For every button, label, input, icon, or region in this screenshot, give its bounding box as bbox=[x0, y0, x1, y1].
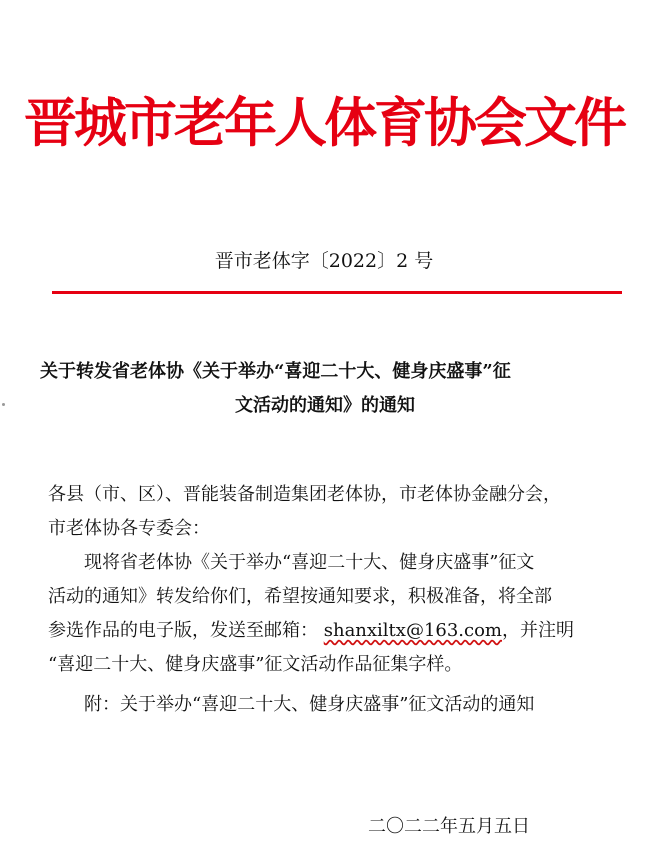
recipients-line-1: 各县（市、区）、晋能装备制造集团老体协，市老体协金融分会， bbox=[48, 484, 561, 505]
document-header-title: 晋城市老年人体育协会文件 bbox=[24, 92, 624, 154]
email-address: shanxiltx@163.com bbox=[323, 620, 503, 641]
attachment-note: 附：关于举办“喜迎二十大、健身庆盛事”征文活动的通知 bbox=[84, 694, 535, 715]
paragraph-line-1: 现将省老体协《关于举办“喜迎二十大、健身庆盛事”征文 bbox=[84, 552, 535, 573]
notice-body bbox=[48, 478, 608, 722]
recipients-line-2: 市老体协各专委会： bbox=[48, 518, 210, 539]
margin-mark bbox=[2, 403, 5, 406]
paragraph-line-3 bbox=[48, 614, 608, 648]
document-number: 晋市老体字〔2022〕2 号 bbox=[214, 250, 434, 272]
header-divider bbox=[52, 291, 622, 294]
paragraph-line-4: “喜迎二十大、健身庆盛事”征文活动作品征集字样。 bbox=[48, 654, 463, 675]
notice-title bbox=[40, 355, 610, 423]
paragraph-line-3-prefix: 参选作品的电子版，发送至邮箱： bbox=[48, 620, 318, 641]
paragraph-line-2: 活动的通知》转发给你们，希望按通知要求，积极准备，将全部 bbox=[48, 586, 552, 607]
notice-title-line-2: 文活动的通知》的通知 bbox=[235, 395, 415, 416]
notice-title-line-1: 关于转发省老体协《关于举办“喜迎二十大、健身庆盛事”征 bbox=[40, 361, 511, 382]
issue-date: 二〇二二年五月五日 bbox=[368, 816, 530, 837]
paragraph-line-3-suffix: ，并注明 bbox=[502, 620, 575, 641]
